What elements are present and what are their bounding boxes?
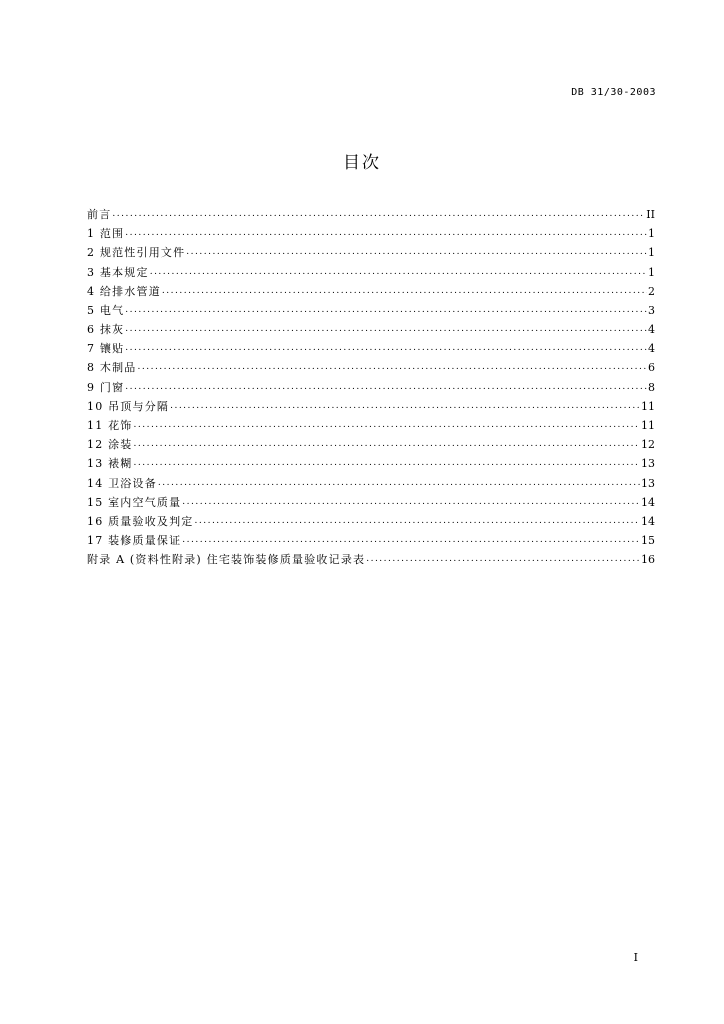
toc-entry-page: II xyxy=(646,207,655,221)
toc-entry-label: 15 室内空气质量 xyxy=(87,495,182,509)
toc-dot-leader xyxy=(170,397,640,416)
toc-entry-label: 7 镶贴 xyxy=(87,342,125,356)
toc-entry-label: 8 木制品 xyxy=(87,361,137,375)
toc-entry-woodwork[interactable] xyxy=(87,359,655,378)
toc-dot-leader xyxy=(162,282,647,301)
toc-entry-label: 13 裱糊 xyxy=(87,457,133,471)
toc-entry-page: 4 xyxy=(648,323,655,337)
toc-entry-ornaments[interactable] xyxy=(87,416,655,435)
toc-dot-leader xyxy=(125,224,647,243)
toc-entry-page: 15 xyxy=(641,534,655,548)
toc-dot-leader xyxy=(138,358,648,377)
toc-entry-page: 12 xyxy=(641,438,655,452)
toc-entry-label: 5 电气 xyxy=(87,303,125,317)
table-of-contents xyxy=(87,205,655,570)
toc-entry-plumbing[interactable] xyxy=(87,282,655,301)
toc-entry-page: 13 xyxy=(641,457,655,471)
toc-entry-page: 3 xyxy=(648,303,655,317)
toc-dot-leader xyxy=(158,474,640,493)
toc-entry-page: 14 xyxy=(641,514,655,528)
toc-entry-label: 1 范围 xyxy=(87,227,125,241)
toc-entry-acceptance-judgment[interactable] xyxy=(87,512,655,531)
toc-dot-leader xyxy=(125,339,647,358)
toc-dot-leader xyxy=(134,435,641,454)
toc-dot-leader xyxy=(125,320,647,339)
toc-entry-page: 16 xyxy=(641,553,655,567)
toc-dot-leader xyxy=(186,243,647,262)
toc-entry-ceilings-partitions[interactable] xyxy=(87,397,655,416)
toc-entry-appendix-a[interactable] xyxy=(87,550,655,569)
toc-entry-label: 2 规范性引用文件 xyxy=(87,246,186,260)
toc-entry-label: 6 抹灰 xyxy=(87,323,125,337)
toc-entry-doors-windows[interactable] xyxy=(87,378,655,397)
toc-entry-label: 9 门窗 xyxy=(87,380,125,394)
toc-entry-page: 6 xyxy=(648,361,655,375)
toc-title: 目次 xyxy=(343,153,381,173)
toc-entry-coating[interactable] xyxy=(87,435,655,454)
toc-entry-page: 4 xyxy=(648,342,655,356)
toc-entry-label: 16 质量验收及判定 xyxy=(87,514,194,528)
toc-entry-plastering[interactable] xyxy=(87,320,655,339)
toc-entry-page: 8 xyxy=(648,380,655,394)
toc-entry-page: 14 xyxy=(641,495,655,509)
toc-entry-quality-guarantee[interactable] xyxy=(87,531,655,550)
toc-entry-indoor-air-quality[interactable] xyxy=(87,493,655,512)
toc-entry-page: 2 xyxy=(648,284,655,298)
toc-entry-label: 12 涂装 xyxy=(87,438,133,452)
toc-entry-scope[interactable] xyxy=(87,224,655,243)
toc-dot-leader xyxy=(182,531,640,550)
toc-entry-tiling[interactable] xyxy=(87,339,655,358)
toc-entry-label: 3 基本规定 xyxy=(87,265,149,279)
toc-entry-wallpapering[interactable] xyxy=(87,454,655,473)
toc-entry-basic-provisions[interactable] xyxy=(87,263,655,282)
toc-entry-label: 14 卫浴设备 xyxy=(87,476,157,490)
toc-dot-leader xyxy=(134,454,641,473)
page-number: I xyxy=(633,951,638,964)
toc-entry-foreword[interactable] xyxy=(87,205,655,224)
toc-dot-leader xyxy=(125,378,647,397)
toc-dot-leader xyxy=(134,416,641,435)
toc-entry-page: 13 xyxy=(641,476,655,490)
toc-dot-leader xyxy=(112,205,645,224)
toc-entry-label: 4 给排水管道 xyxy=(87,284,161,298)
toc-entry-label: 前言 xyxy=(87,207,112,221)
toc-entry-page: 1 xyxy=(648,265,655,279)
toc-entry-label: 11 花饰 xyxy=(87,419,133,433)
toc-dot-leader xyxy=(150,263,647,282)
toc-entry-label: 附录 A (资料性附录) 住宅装饰装修质量验收记录表 xyxy=(87,553,366,567)
toc-entry-page: 11 xyxy=(641,419,655,433)
toc-entry-page: 1 xyxy=(648,246,655,260)
toc-dot-leader xyxy=(182,493,640,512)
toc-entry-page: 1 xyxy=(648,227,655,241)
toc-entry-electrical[interactable] xyxy=(87,301,655,320)
toc-dot-leader xyxy=(366,550,640,569)
toc-entry-page: 11 xyxy=(641,399,655,413)
toc-entry-normative-references[interactable] xyxy=(87,243,655,262)
toc-entry-label: 10 吊顶与分隔 xyxy=(87,399,170,413)
toc-entry-sanitary-equipment[interactable] xyxy=(87,474,655,493)
toc-dot-leader xyxy=(125,301,647,320)
toc-entry-label: 17 装修质量保证 xyxy=(87,534,182,548)
toc-dot-leader xyxy=(195,512,641,531)
document-code: DB 31/30-2003 xyxy=(571,87,656,98)
